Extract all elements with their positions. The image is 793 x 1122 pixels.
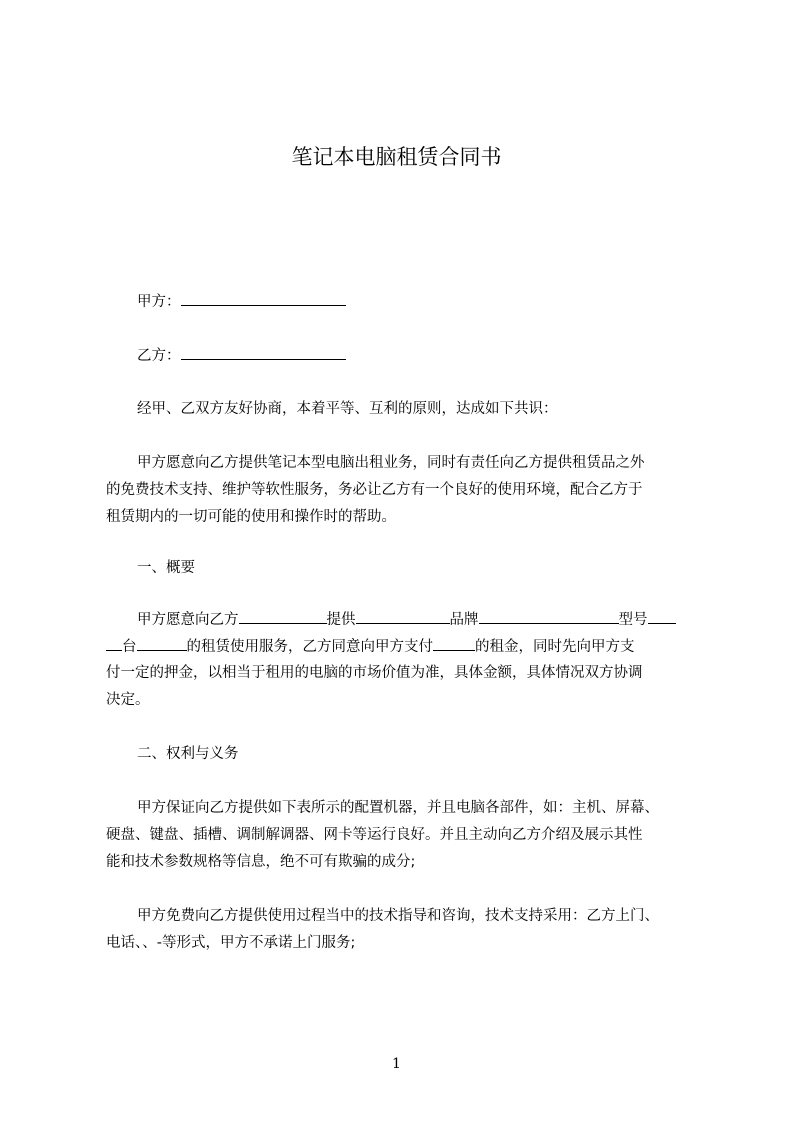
model-blank-cont bbox=[106, 636, 122, 651]
section-heading-rights: 二、权利与义务 bbox=[137, 746, 239, 762]
para1-line2: 的免费技术支持、维护等软性服务，务必让乙方有一个良好的使用环境，配合乙方于 bbox=[106, 482, 643, 498]
para2-line3: 付一定的押金，以相当于租用的电脑的市场价值为准，具体金额，具体情况双方协调 bbox=[106, 665, 643, 681]
para3-line2: 硬盘、键盘、插槽、调制解调器、网卡等运行良好。并且主动向乙方介绍及展示其性 bbox=[106, 827, 643, 843]
document-title: 笔记本电脑租赁合同书 bbox=[291, 145, 502, 169]
supply-blank bbox=[356, 609, 450, 624]
party-b-label: 乙方： bbox=[137, 348, 181, 364]
rent-blank bbox=[433, 636, 475, 651]
para2-line1 bbox=[137, 609, 676, 630]
para4-line2: 电话、、-等形式，甲方不承诺上门服务; bbox=[106, 935, 356, 951]
para4-line1: 甲方免费向乙方提供使用过程当中的技术指导和咨询，技术支持采用：乙方上门、 bbox=[137, 908, 659, 924]
para1-line1: 甲方愿意向乙方提供笔记本型电脑出租业务，同时有责任向乙方提供租赁品之外 bbox=[137, 455, 645, 471]
para2-text-4: 型号 bbox=[618, 612, 648, 628]
model-blank bbox=[648, 609, 676, 624]
para2-text-1: 甲方愿意向乙方 bbox=[137, 612, 239, 628]
party-b-line bbox=[137, 345, 346, 366]
para2-text-3: 品牌 bbox=[449, 612, 479, 628]
brand-blank bbox=[479, 609, 619, 624]
section-heading-overview: 一、概要 bbox=[137, 560, 195, 576]
para2-line4: 决定。 bbox=[106, 692, 150, 708]
para2-text-2: 提供 bbox=[326, 612, 356, 628]
party-a-line bbox=[137, 291, 346, 312]
para3-line1: 甲方保证向乙方提供如下表所示的配置机器，并且电脑各部件，如：主机、屏幕、 bbox=[137, 800, 659, 816]
party-a-label: 甲方： bbox=[137, 294, 181, 310]
para3-line3: 能和技术参数规格等信息，绝不可有欺骗的成分; bbox=[106, 854, 416, 870]
para1-line3: 租赁期内的一切可能的使用和操作时的帮助。 bbox=[106, 509, 396, 525]
intro-paragraph: 经甲、乙双方友好协商，本着平等、互利的原则，达成如下共识： bbox=[137, 401, 558, 417]
party-a-blank bbox=[181, 291, 346, 306]
para2-line2 bbox=[106, 636, 635, 657]
party-b-blank bbox=[181, 345, 346, 360]
para2-text-7: 的租金，同时先向甲方支 bbox=[475, 639, 635, 655]
para2-text-6: 的租赁使用服务，乙方同意向甲方支付 bbox=[186, 639, 433, 655]
lessee-blank bbox=[239, 609, 327, 624]
para2-text-5: 台 bbox=[122, 639, 137, 655]
page-number: 1 bbox=[392, 1056, 401, 1072]
quantity-blank bbox=[137, 636, 187, 651]
